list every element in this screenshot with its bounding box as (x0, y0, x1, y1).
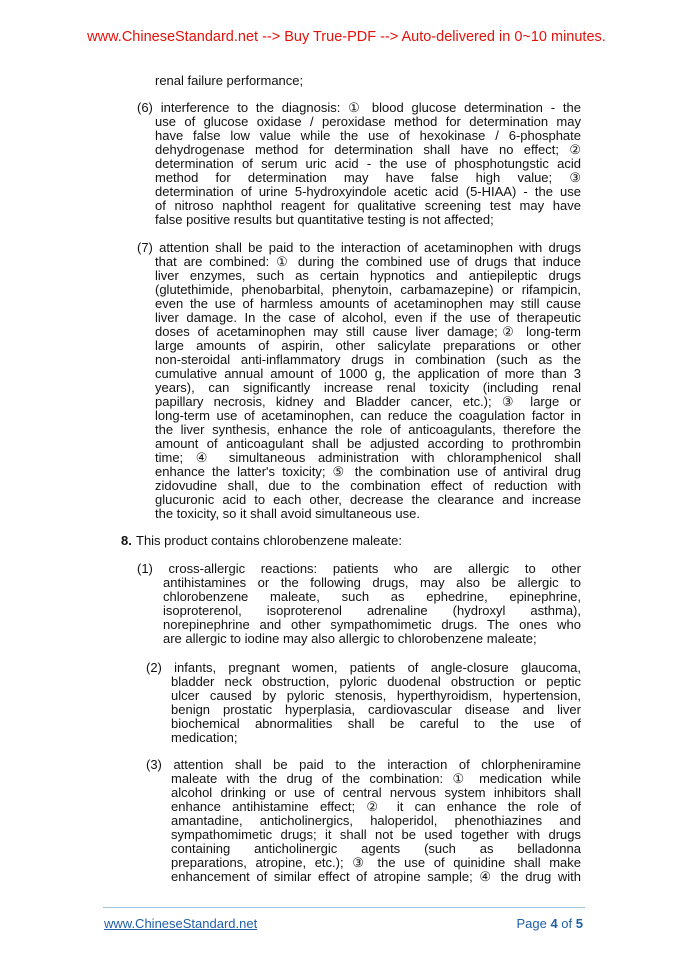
paragraph-line: (2) infants, pregnant women, patients of angle-closure glaucoma, (146, 660, 581, 675)
paragraph-line: time; ④ simultaneous administration with chloramphenicol shall (155, 450, 581, 465)
paragraph-line: amantadine, anticholinergics, haloperidol, phenothiazines and (171, 813, 581, 828)
paragraph-line: doses of acetaminophen may still cause liver damage;② long-term (155, 324, 581, 339)
paragraph-line: (1) cross-allergic reactions: patients who are allergic to other (137, 561, 581, 576)
paragraph-line: maleate with the drug of the combination: ① medication while (171, 771, 581, 786)
paragraph-line: the toxicity, so it shall avoid simultaneous use. (155, 506, 420, 521)
paragraph-line: false positive results but quantitative testing is not affected; (155, 212, 494, 227)
footer-divider (103, 907, 585, 908)
section-number-line (121, 534, 132, 548)
footer-link[interactable]: www.ChineseStandard.net (104, 916, 258, 931)
paragraph-line: chlorobenzene maleate, such as ephedrine, epinephrine, (163, 589, 581, 604)
paragraph-line: sympathomimetic drugs; it shall not be used together with drugs (171, 827, 581, 842)
section-number: 8. (121, 533, 132, 548)
paragraph-line: This product contains chlorobenzene maleate: (136, 533, 402, 548)
paragraph-line: liver damage. In the case of alcohol, even if the use of therapeutic (155, 310, 581, 325)
paragraph-line: containing anticholinergic agents (such as belladonna (171, 841, 581, 856)
paragraph-line: method for determination may have false high value; ③ (155, 170, 581, 185)
paragraph-line: even the use of harmless amounts of acetaminophen may still cause (155, 296, 581, 311)
paragraph-line: enhance the latter's toxicity; ⑤ the combination use of antiviral drug (155, 464, 581, 479)
paragraph-line: of nitroso naphthol reagent for qualitative screening test may have (155, 198, 581, 213)
paragraph-line: ulcer caused by pyloric stenosis, hyperthyroidism, hypertension, (171, 688, 581, 703)
paragraph-line: (3) attention shall be paid to the interaction of chlorpheniramine (146, 757, 581, 772)
paragraph-line: liver enzymes, such as certain hypnotics and antiepileptic drugs (155, 268, 581, 283)
page-of: of (561, 916, 573, 931)
paragraph-line: zidovudine shall, due to the combination effect of reduction with (155, 478, 581, 493)
paragraph-line: biochemical abnormalities shall be careful to the use of (171, 716, 581, 731)
paragraph-line: isoproterenol, isoproterenol adrenaline (hydroxyl asthma), (163, 603, 581, 618)
paragraph-line: (6) interference to the diagnosis: ① blood glucose determination - the (137, 100, 581, 115)
page-indicator (516, 916, 583, 931)
paragraph-line: determination of serum uric acid - the use of phosphotungstic acid (155, 156, 581, 171)
page-total: 5 (575, 916, 583, 931)
paragraph-line: bladder neck obstruction, pyloric duodenal obstruction or peptic (171, 674, 581, 689)
paragraph-line: antihistamines or the following drugs, may also be allergic to (163, 575, 581, 590)
paragraph-line: use of glucose oxidase / peroxidase method for determination may (155, 114, 581, 129)
paragraph-line: years), can significantly increase renal toxicity (including renal (155, 380, 581, 395)
paragraph-line: norepinephrine and other sympathomimetic drugs. The ones who (163, 617, 581, 632)
page-prefix: Page (516, 916, 547, 931)
paragraph-line: alcohol drinking or use of central nervous system inhibitors shall (171, 785, 581, 800)
header-banner[interactable]: www.ChineseStandard.net --> Buy True-PDF --> Auto-delivered in 0~10 minutes. (87, 29, 606, 45)
paragraph-line: dehydrogenase method for determination shall have no effect; ② (155, 142, 581, 157)
paragraph-line: are allergic to iodine may also allergic to chlorobenzene maleate; (163, 631, 537, 646)
paragraph-line: (7) attention shall be paid to the interaction of acetaminophen with drugs (137, 240, 581, 255)
paragraph-line: enhancement of similar effect of atropine sample; ④ the drug with (171, 869, 581, 884)
paragraph-line: long-term use of acetaminophen, can reduce the coagulation factor in (155, 408, 581, 423)
paragraph-line: large amounts of aspirin, other salicylate preparations or other (155, 338, 581, 353)
paragraph-line: papillary necrosis, kidney and Bladder cancer, etc.); ③ large or (155, 394, 581, 409)
paragraph-line: (glutethimide, phenobarbital, phenytoin, carbamazepine) or rifampicin, (155, 282, 581, 297)
paragraph-line: medication; (171, 730, 238, 745)
paragraph-line: renal failure performance; (155, 73, 304, 88)
paragraph-line: enhance antihistamine effect; ② it can enhance the role of (171, 799, 581, 814)
paragraph-line: glucuronic acid to each other, decrease the clearance and increase (155, 492, 581, 507)
paragraph-line: have false low value while the use of hexokinase / 6-phosphate (155, 128, 581, 143)
paragraph-line: that are combined: ① during the combined use of drugs that induce (155, 254, 581, 269)
paragraph-line: preparations, atropine, etc.); ③ the use of quinidine shall make (171, 855, 581, 870)
page-current: 4 (550, 916, 558, 931)
paragraph-line: determination of urine 5-hydroxyindole acetic acid (5-HIAA) - the use (155, 184, 581, 199)
paragraph-line: non-steroidal anti-inflammatory drugs in combination (such as the (155, 352, 581, 367)
paragraph-line: benign prostatic hyperplasia, cardiovascular disease and liver (171, 702, 581, 717)
paragraph-line: cumulative annual amount of 1000 g, the application of more than 3 (155, 366, 581, 381)
paragraph-line: the liver synthesis, enhance the role of anticoagulants, therefore the (155, 422, 581, 437)
paragraph-line: amount of anticoagulant shall be adjusted according to prothrombin (155, 436, 581, 451)
